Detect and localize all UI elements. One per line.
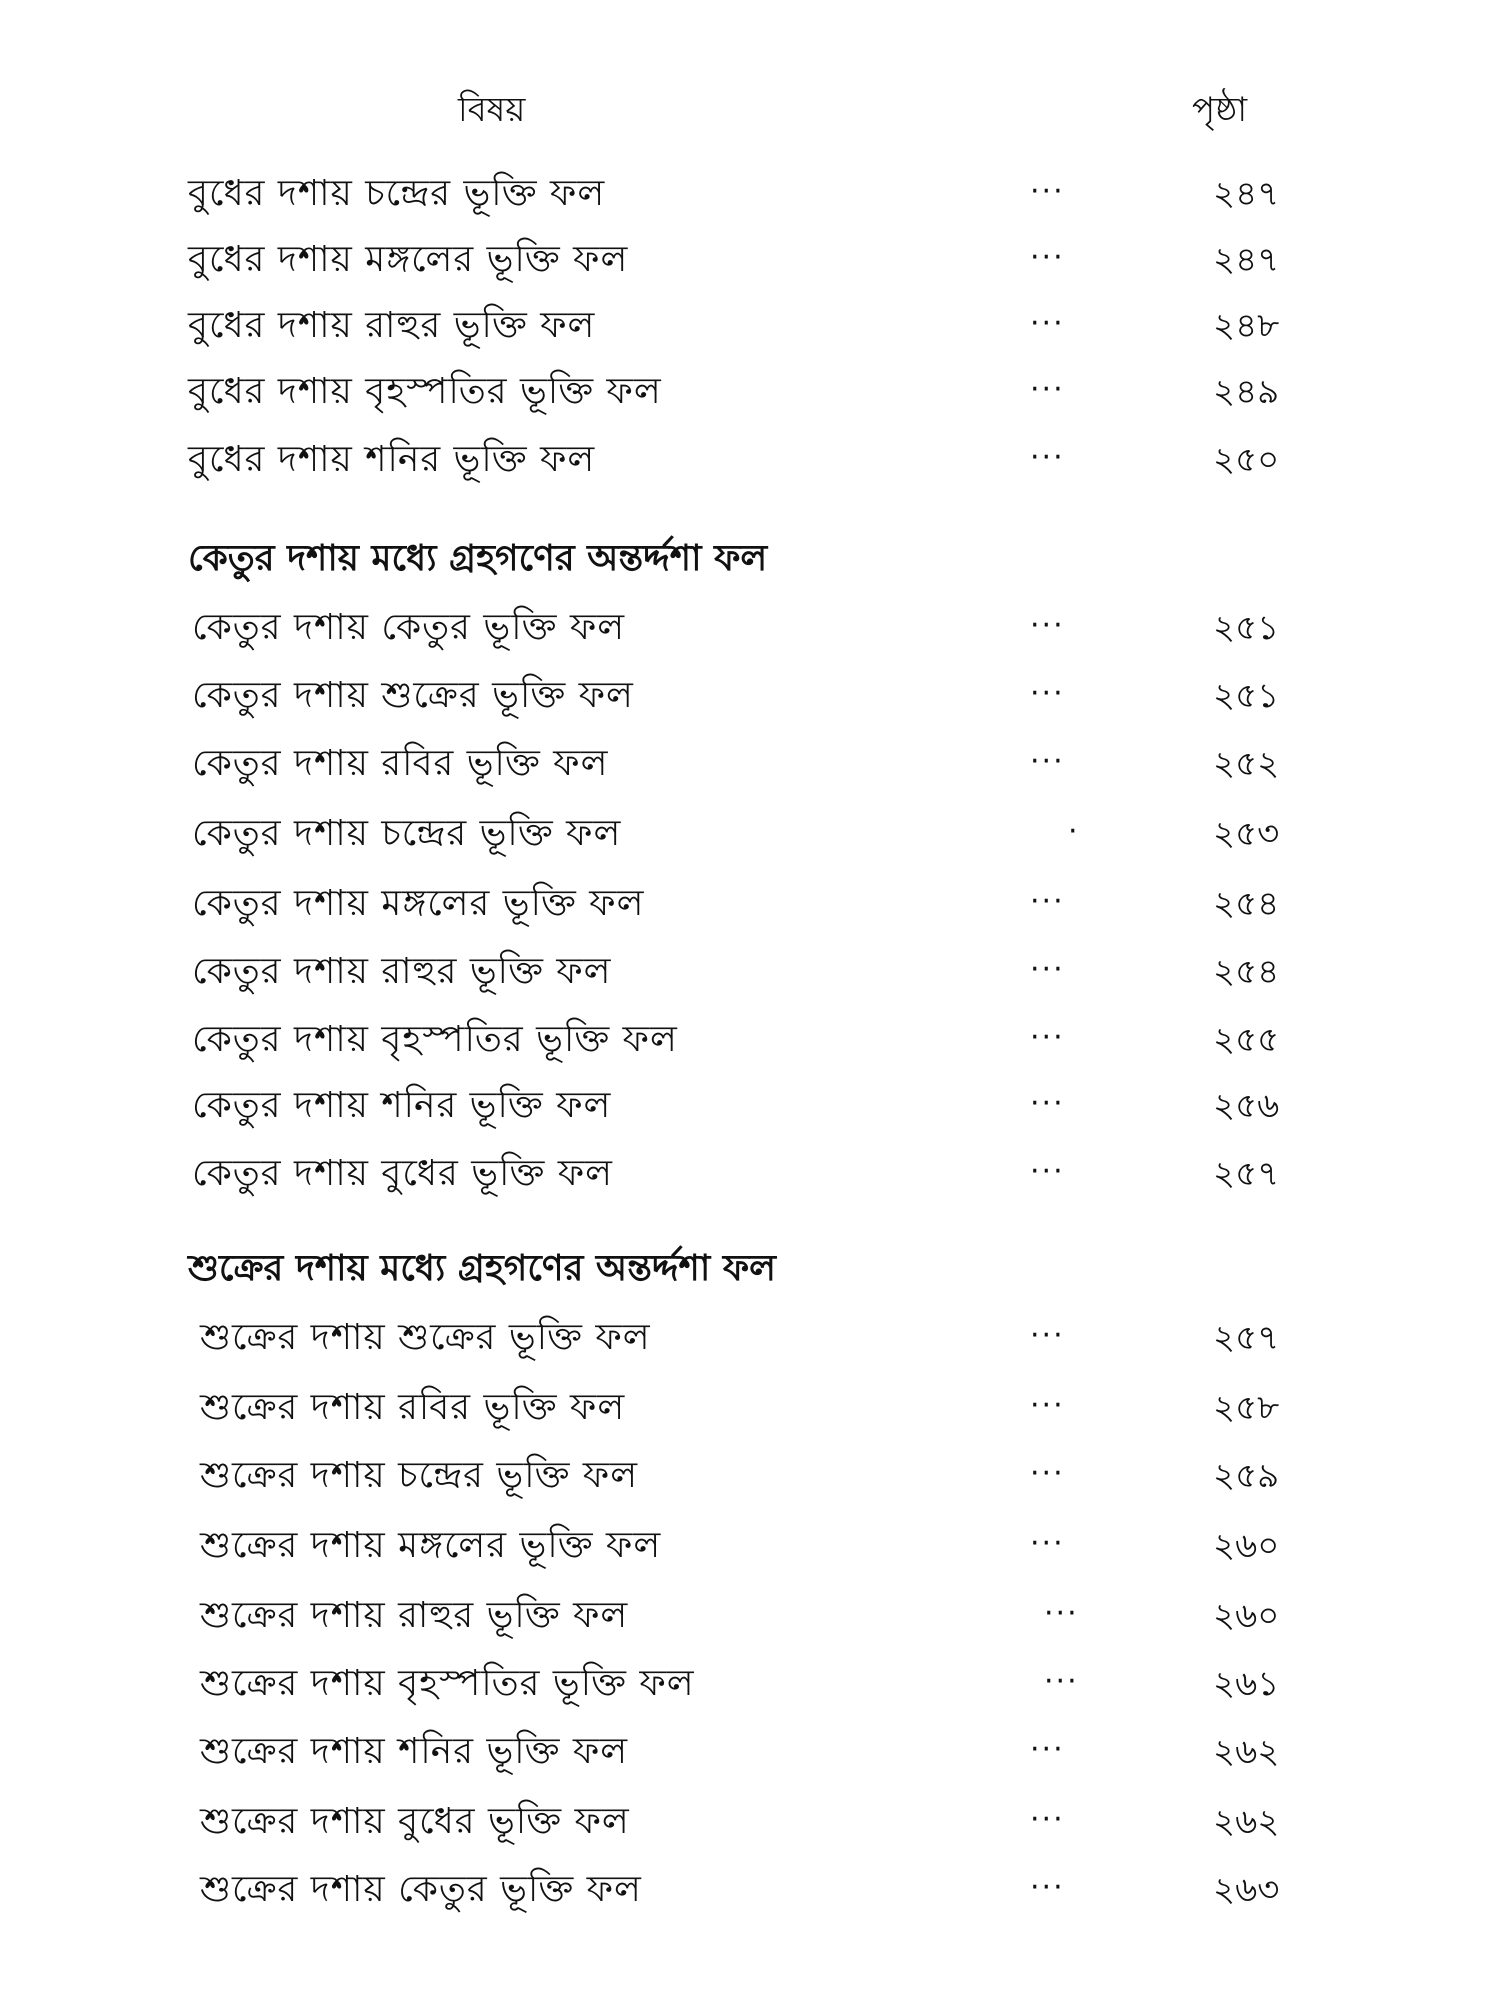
toc-entry	[0, 298, 1500, 354]
entry-page-number: ২৬২	[1213, 1802, 1280, 1842]
toc-entry	[0, 876, 1500, 932]
leader-dots: ···	[1044, 1596, 1079, 1631]
toc-entry	[0, 1724, 1500, 1780]
leader-dots: ···	[1030, 372, 1065, 407]
entry-title: শুক্রের দশায় শুক্রের ভূক্তি ফল	[200, 1317, 651, 1358]
entry-title: শুক্রের দশায় কেতুর ভূক্তি ফল	[200, 1869, 642, 1910]
leader-dots: ···	[1030, 1086, 1065, 1121]
toc-entry	[0, 1518, 1500, 1574]
section-heading-text: কেতুর দশায় মধ্যে গ্রহগণের অন্তর্দ্দশা ফল	[188, 538, 768, 579]
toc-entry	[0, 166, 1500, 222]
leader-dots: ···	[1030, 952, 1065, 987]
entry-title: বুধের দশায় রাহুর ভূক্তি ফল	[188, 305, 596, 346]
toc-entry	[0, 1794, 1500, 1850]
entry-page-number: ২৫৪	[1213, 884, 1280, 924]
page-column-header: পৃষ্ঠা	[1192, 90, 1248, 130]
section-heading-ketu	[0, 530, 1500, 590]
entry-title: কেতুর দশায় রাহুর ভূক্তি ফল	[192, 951, 612, 992]
toc-entry	[0, 1862, 1500, 1918]
leader-dots: ···	[1030, 306, 1065, 341]
leader-dots: ···	[1030, 1870, 1065, 1905]
leader-dots: ···	[1030, 1526, 1065, 1561]
toc-entry	[0, 1146, 1500, 1202]
leader-dots: ···	[1030, 744, 1065, 779]
toc-entry	[0, 668, 1500, 724]
toc-entry	[0, 1448, 1500, 1504]
section-heading-shukra	[0, 1240, 1500, 1300]
leader-dots: ···	[1030, 440, 1065, 475]
leader-dots: ···	[1030, 884, 1065, 919]
toc-entry	[0, 944, 1500, 1000]
toc-entry	[0, 1588, 1500, 1644]
entry-title: কেতুর দশায় বুধের ভূক্তি ফল	[192, 1153, 613, 1194]
leader-dots: ···	[1030, 1388, 1065, 1423]
leader-dots: ···	[1030, 608, 1065, 643]
entry-page-number: ২৫৭	[1213, 1318, 1280, 1358]
toc-entry	[0, 806, 1500, 862]
entry-title: কেতুর দশায় চন্দ্রের ভূক্তি ফল	[192, 813, 622, 854]
entry-page-number: ২৫৫	[1213, 1020, 1280, 1060]
toc-entry	[0, 1012, 1500, 1068]
entry-page-number: ২৬৩	[1213, 1870, 1280, 1910]
entry-title: বুধের দশায় চন্দ্রের ভূক্তি ফল	[188, 173, 606, 214]
subject-column-header: বিষয়	[458, 90, 526, 130]
toc-entry	[0, 1078, 1500, 1134]
entry-title: শুক্রের দশায় রবির ভূক্তি ফল	[200, 1387, 626, 1428]
leader-dots: ···	[1030, 1732, 1065, 1767]
toc-entry	[0, 1656, 1500, 1712]
entry-page-number: ২৬১	[1213, 1664, 1280, 1704]
entry-page-number: ২৫৬	[1213, 1086, 1280, 1126]
entry-title: বুধের দশায় বৃহস্পতির ভূক্তি ফল	[188, 371, 662, 412]
toc-entry	[0, 364, 1500, 420]
leader-dots: ···	[1030, 1456, 1065, 1491]
entry-title: বুধের দশায় শনির ভূক্তি ফল	[188, 439, 596, 480]
entry-page-number: ২৫২	[1213, 744, 1280, 784]
leader-dots: ···	[1030, 676, 1065, 711]
leader-dots: ···	[1030, 1802, 1065, 1837]
entry-page-number: ২৪৮	[1213, 306, 1280, 346]
entry-title: শুক্রের দশায় শনির ভূক্তি ফল	[200, 1731, 629, 1772]
entry-page-number: ২৪৭	[1213, 174, 1280, 214]
entry-page-number: ২৪৯	[1213, 372, 1280, 412]
leader-dots: ···	[1044, 1664, 1079, 1699]
entry-page-number: ২৫৮	[1213, 1388, 1280, 1428]
entry-title: শুক্রের দশায় বুধের ভূক্তি ফল	[200, 1801, 630, 1842]
toc-entry	[0, 1310, 1500, 1366]
toc-entry	[0, 736, 1500, 792]
toc-entry	[0, 432, 1500, 488]
toc-entry	[0, 600, 1500, 656]
leader-dots: ···	[1030, 1318, 1065, 1353]
leader-dots: ···	[1030, 1154, 1065, 1189]
leader-dots: ·	[1068, 814, 1080, 849]
entry-page-number: ২৬০	[1213, 1596, 1280, 1636]
entry-title: বুধের দশায় মঙ্গলের ভূক্তি ফল	[188, 239, 629, 280]
entry-title: শুক্রের দশায় মঙ্গলের ভূক্তি ফল	[200, 1525, 662, 1566]
entry-title: শুক্রের দশায় রাহুর ভূক্তি ফল	[200, 1595, 629, 1636]
entry-page-number: ২৬২	[1213, 1732, 1280, 1772]
entry-page-number: ২৪৭	[1213, 240, 1280, 280]
entry-title: কেতুর দশায় শুক্রের ভূক্তি ফল	[192, 675, 634, 716]
entry-title: কেতুর দশায় রবির ভূক্তি ফল	[192, 743, 609, 784]
entry-page-number: ২৫৪	[1213, 952, 1280, 992]
entry-page-number: ২৫১	[1213, 608, 1280, 648]
toc-entry	[0, 1380, 1500, 1436]
entry-page-number: ২৫৯	[1213, 1456, 1280, 1496]
entry-page-number: ২৫০	[1213, 440, 1280, 480]
entry-page-number: ২৫৩	[1213, 814, 1280, 854]
section-heading-text: শুক্রের দশায় মধ্যে গ্রহগণের অন্তর্দ্দশা ফল	[188, 1248, 776, 1289]
toc-entry	[0, 232, 1500, 288]
leader-dots: ···	[1030, 240, 1065, 275]
entry-title: কেতুর দশায় বৃহস্পতির ভূক্তি ফল	[192, 1019, 678, 1060]
entry-page-number: ২৫৭	[1213, 1154, 1280, 1194]
leader-dots: ···	[1030, 174, 1065, 209]
entry-page-number: ২৬০	[1213, 1526, 1280, 1566]
entry-page-number: ২৫১	[1213, 676, 1280, 716]
entry-title: কেতুর দশায় শনির ভূক্তি ফল	[192, 1085, 612, 1126]
entry-title: কেতুর দশায় কেতুর ভূক্তি ফল	[192, 607, 626, 648]
entry-title: শুক্রের দশায় চন্দ্রের ভূক্তি ফল	[200, 1455, 639, 1496]
entry-title: শুক্রের দশায় বৃহস্পতির ভূক্তি ফল	[200, 1663, 695, 1704]
entry-title: কেতুর দশায় মঙ্গলের ভূক্তি ফল	[192, 883, 645, 924]
leader-dots: ···	[1030, 1020, 1065, 1055]
